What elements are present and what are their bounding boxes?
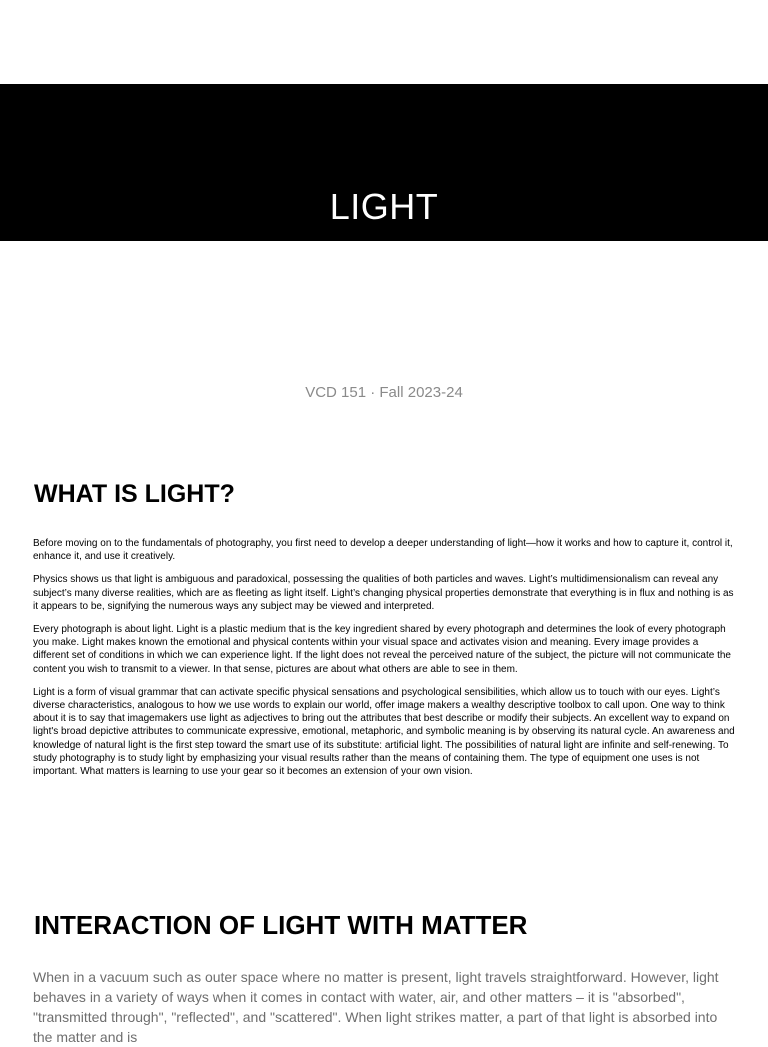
body-paragraph: Light is a form of visual grammar that can activate specific physical sensations and psychological sensibilities, which allow us to touch with our eyes. Light’s diverse characteristics, analogous to how we use words to explain our world, offer image makers a wealthy descriptive toolbox to call upon. One way to think about it is to say that imagemakers use light as adjectives to bring out the attributes that best describe or modify their subjects. An excellent way to expand on light's broad depictive attributes to communicate expressive, emotional, metaphoric, and symbolic meaning is by observing its natural cycle. An awareness and knowledge of natural light is the first step toward the smart use of its substitute: artificial light. The possibilities of natural light are infinite and self-renewing. To study photography is to study light by emphasizing your visual results rather than the means of containing them. The type of equipment one uses is not important. What matters is learning to use your gear so it becomes an extension of your own vision. (33, 686, 735, 778)
body-paragraph: Physics shows us that light is ambiguous and paradoxical, possessing the qualities of both particles and waves. Light’s multidimensionalism can reveal any subject’s many diverse realities, which are as fleeting as light itself. Light’s changing physical properties demonstrate that everything is in flux and nothing is as it appears to be, signifying the numerous ways any subject may be viewed and interpreted. (33, 574, 734, 612)
section-body-what-is-light (33, 537, 737, 788)
section-heading-interaction-of-light: INTERACTION OF LIGHT WITH MATTER (34, 910, 528, 940)
body-paragraph: Before moving on to the fundamentals of photography, you first need to develop a deeper understanding of light—how it works and how to capture it, control it, enhance it, and use it creatively. (33, 538, 733, 563)
body-paragraph: Every photograph is about light. Light is a plastic medium that is the key ingredient shared by every photograph and determines the look of every photograph you make. Light makes known the emotional and physical contents within your visual space and activates vision and meaning. Every image provides a different set of conditions in which we can experience light. If the light does not reveal the perceived nature of the subject, the picture will not communicate the content you wish to transmit to a viewer. In that sense, pictures are about what others are able to see in them. (33, 624, 731, 675)
page-title: LIGHT (329, 186, 439, 227)
lead-paragraph: When in a vacuum such as outer space where no matter is present, light travels straightforward. However, light behaves in a variety of ways when it comes in contact with water, air, and other matters – it is "absorbed", "transmitted through", "reflected", and "scattered". When light strikes matter, a part of that light is absorbed into the matter and is (33, 969, 719, 1045)
section-heading-what-is-light: WHAT IS LIGHT? (34, 480, 235, 508)
course-subtitle: VCD 151 · Fall 2023-24 (305, 384, 463, 401)
